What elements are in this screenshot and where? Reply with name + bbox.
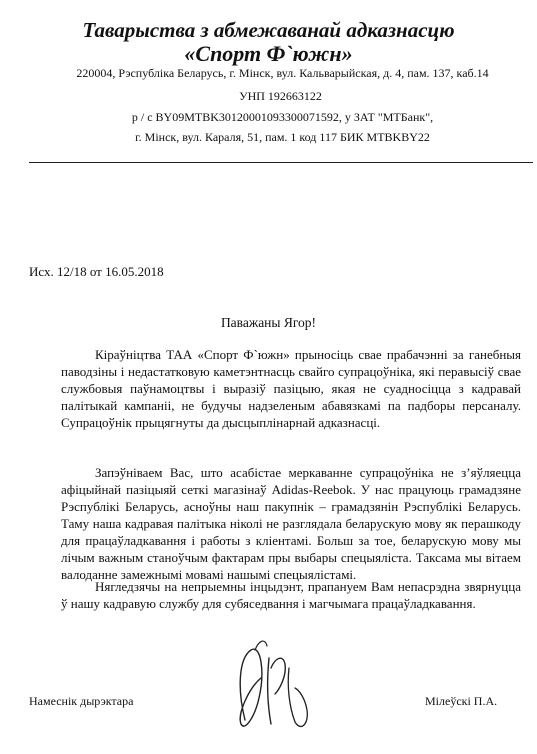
paragraph-apology: Кіраўніцтва ТАА «Спорт Ф`южн» прыносіць свае прабачэнні за ганебныя паводзіны і недастатковую каметэнтнасць свайго супрацоўніка, які перавысіў свае службовыя паўнамоцтвы і выразіў пазіцыю, якая не суадносіцца з кадравай палітыкай кампаніі, не будучы надзеленым абавязкамі па падборы персаналу. Супрацоўнік прыцягнуты да дысцыплінарнай адказнасці. (61, 347, 521, 430)
handwritten-signature (215, 628, 325, 738)
signatory-name: Мілеўскі П.А. (425, 694, 498, 708)
bank-account-line: р / с BY09MTBK30120001093300071592, у ЗАТ "МТБанк", (131, 110, 434, 124)
organization-unp: УНП 192663122 (239, 89, 322, 103)
paragraph-assurance: Запэўніваем Вас, што асабістае меркаванне супрацоўніка не з’яўляецца афіцыйнай пазіцыяй сеткі магазінаў Adidas-Reebok. У нас працуюць грамадзяне Рэспублікі Беларусь, асноўны наш пакупнік – грамадзянін Рэспублікі Беларусь. Таму наша кадравая палітыка ніколі не разглядала беларускую мову як перашкоду для працаўладкавання і работы з кліентамі. Больш за тое, беларускую мову мы лічым важным станоўчым фактарам пры выбары спецыяліста. Таксама мы вітаем валоданне замежнымі мовамі нашымі спецыялістамі. (61, 465, 521, 582)
paragraph-invitation: Нягледзячы на непрыемны інцыдэнт, прапануем Вам непасрэдна звярнуцца ў нашу кадравую службу для субяседвання і магчымага працаўладкавання. (61, 579, 521, 611)
letterhead-divider (29, 162, 533, 163)
organization-address: 220004, Рэспубліка Беларусь, г. Мінск, вул. Кальварыйская, д. 4, пам. 137, каб.14 (76, 66, 489, 80)
salutation: Паважаны Ягор! (220, 315, 317, 330)
organization-name: Таварыства з абмежаванай адказнасцю (82, 18, 455, 42)
outgoing-reference: Исх. 12/18 от 16.05.2018 (29, 264, 164, 279)
signatory-position: Намеснік дырэктара (29, 694, 134, 708)
organization-brand-name: «Спорт Ф`южн» (184, 41, 353, 66)
bank-address-line: г. Мінск, вул. Караля, 51, пам. 1 код 117 БИК MTBKBY22 (135, 130, 430, 144)
